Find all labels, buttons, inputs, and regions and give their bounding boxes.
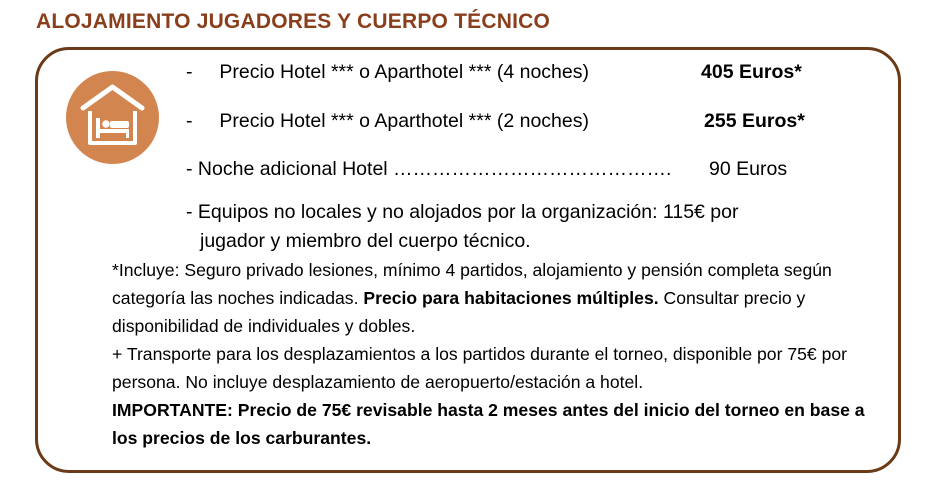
price-value: 90	[709, 158, 731, 180]
non-local-teams-line-2: jugador y miembro del cuerpo técnico.	[200, 230, 531, 252]
price-label: Noche adicional Hotel …………………………………….	[197, 158, 672, 180]
list-dash: -	[186, 110, 193, 132]
price-row-4-nights	[186, 60, 589, 84]
includes-bold-text: Precio para habitaciones múltiples.	[363, 288, 659, 308]
price-label: Precio Hotel *** o Aparthotel *** (2 noches)	[219, 110, 589, 132]
includes-note	[112, 256, 892, 340]
price-row-extra-night	[186, 157, 671, 181]
price-label: Precio Hotel *** o Aparthotel *** (4 noches)	[219, 61, 589, 83]
list-dash: -	[186, 61, 193, 83]
price-unit: Euros*	[738, 61, 802, 83]
price-amount-4-nights	[701, 60, 802, 84]
non-local-teams-line-1: - Equipos no locales y no alojados por la organización: 115€ por	[186, 201, 739, 223]
price-amount-extra-night	[709, 157, 787, 181]
transport-note: + Transporte para los desplazamientos a los partidos durante el torneo, disponible por 75€ por persona. No incluye desplazamiento de aeropuerto/estación a hotel.	[112, 344, 847, 392]
price-unit: Euros	[736, 158, 788, 180]
price-amount-2-nights: 255 Euros*	[704, 110, 805, 132]
includes-text: *Incluye: Seguro privado lesiones, mínimo 4 partidos, alojamiento y pensión completa según categoría las noches indicadas.	[112, 260, 832, 308]
section-title: ALOJAMIENTO JUGADORES Y CUERPO TÉCNICO	[36, 10, 551, 33]
hotel-bed-icon	[66, 71, 159, 164]
notes-block	[112, 256, 892, 452]
important-note: IMPORTANTE: Precio de 75€ revisable hasta 2 meses antes del inicio del torneo en base a los precios de los carburantes.	[112, 400, 865, 448]
list-dash: -	[186, 158, 193, 180]
includes-text-end: Consultar precio y disponibilidad de individuales y dobles.	[112, 288, 806, 336]
price-row-2-nights	[186, 109, 589, 133]
price-value: 405	[701, 61, 734, 83]
